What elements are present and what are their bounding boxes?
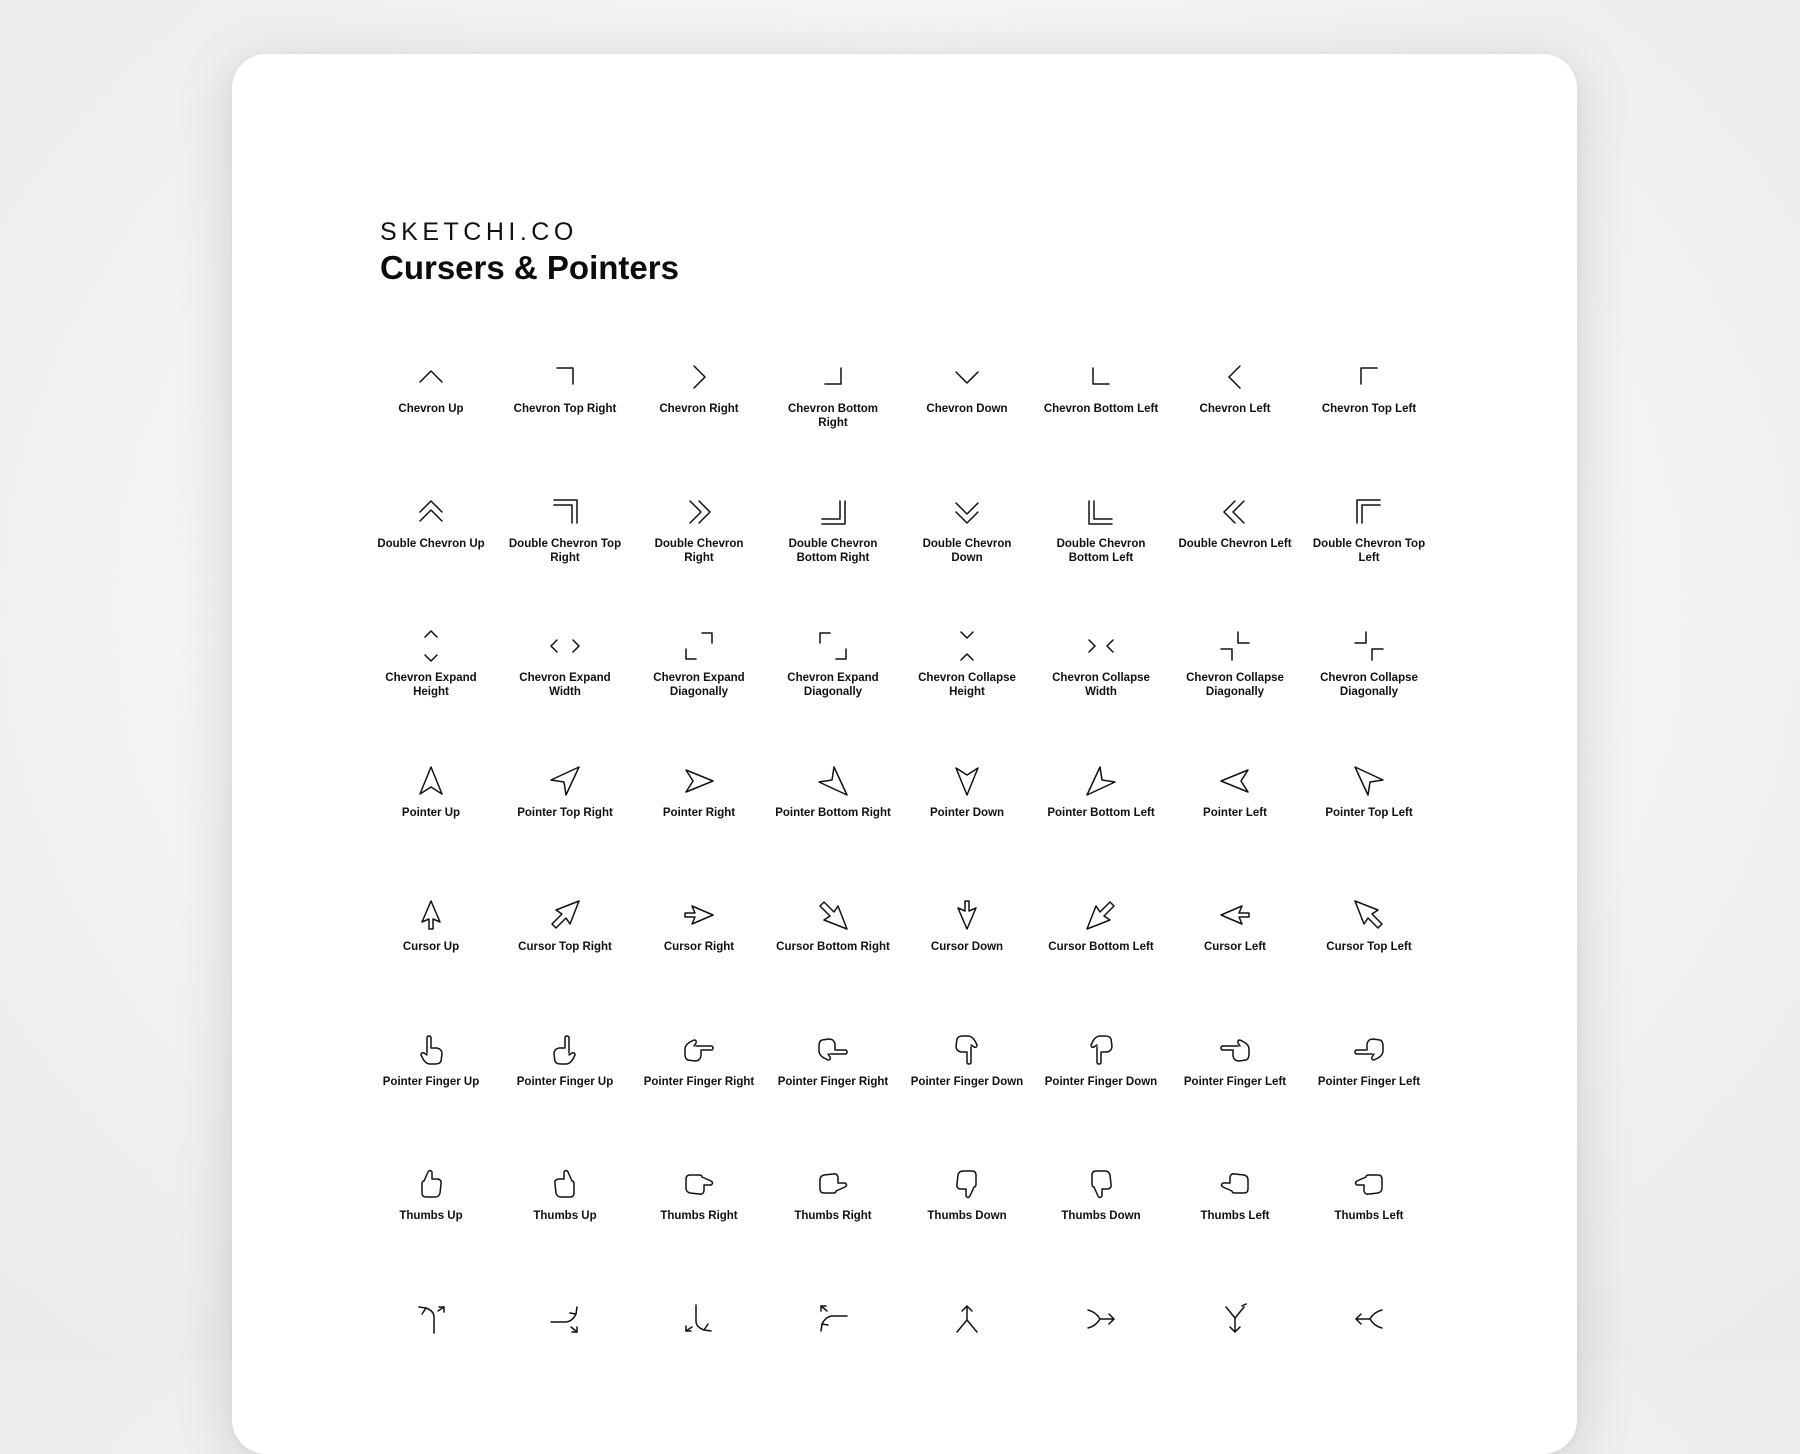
chevron-expand-width-icon — [548, 629, 582, 663]
icon-tile — [1034, 1165, 1168, 1300]
icon-tile — [1168, 762, 1302, 897]
icon-tile — [364, 762, 498, 897]
thumbs-left-icon — [1218, 1167, 1252, 1201]
icon-tile — [1168, 627, 1302, 762]
icon-tile — [1302, 896, 1436, 1031]
chevron-collapse-height-icon — [950, 629, 984, 663]
icon-label: Chevron Up — [398, 403, 464, 415]
icon-tile — [1302, 1300, 1436, 1435]
icon-label: Chevron Top Left — [1321, 403, 1417, 415]
icon-label: Pointer Finger Left — [1317, 1075, 1421, 1088]
icon-tile — [364, 627, 498, 762]
icon-label: Cursor Up — [402, 941, 460, 953]
icon-label: Chevron Expand Diagonally — [653, 672, 745, 698]
chevron-top-right-icon — [548, 360, 582, 394]
icon-label: Cursor Bottom Left — [1048, 941, 1154, 953]
icon-label: Thumbs Left — [1334, 1210, 1404, 1222]
icon-tile — [900, 493, 1034, 628]
double-chevron-up-icon — [414, 495, 448, 529]
pointer-right-icon — [682, 764, 716, 798]
split-arrow-right-icon — [548, 1302, 582, 1336]
icon-label: Chevron Collapse Height — [918, 672, 1016, 698]
icon-label: Cursor Top Left — [1326, 941, 1412, 953]
icon-label: Thumbs Up — [533, 1210, 597, 1222]
pointer-down-icon — [950, 764, 984, 798]
icon-tile — [632, 627, 766, 762]
icon-tile — [364, 1300, 498, 1435]
icon-tile — [1168, 1165, 1302, 1300]
pointer-finger-down-icon — [950, 1033, 984, 1067]
chevron-collapse-width-icon — [1084, 629, 1118, 663]
icon-label: Double Chevron Bottom Left — [1056, 537, 1146, 564]
icon-label: Pointer Finger Up — [382, 1075, 480, 1088]
double-chevron-right-icon — [682, 495, 716, 529]
icon-label: Cursor Down — [930, 941, 1004, 953]
double-chevron-bottom-right-icon — [816, 495, 850, 529]
thumbs-down-icon — [950, 1167, 984, 1201]
split-arrow-up-icon — [414, 1302, 448, 1336]
pointer-finger-right-alt-icon — [816, 1033, 850, 1067]
icon-tile — [1302, 1031, 1436, 1166]
split-arrow-down-icon — [682, 1302, 716, 1336]
cursor-down-icon — [950, 898, 984, 932]
icon-label: Double Chevron Top Right — [508, 537, 622, 564]
icon-label: Double Chevron Right — [654, 537, 744, 564]
icon-tile — [364, 1165, 498, 1300]
chevron-expand-height-icon — [414, 629, 448, 663]
icon-label: Thumbs Right — [794, 1210, 872, 1222]
icon-label: Pointer Up — [401, 806, 461, 819]
cursor-bottom-left-icon — [1084, 898, 1118, 932]
icon-tile — [364, 896, 498, 1031]
chevron-collapse-diagonally-icon — [1218, 629, 1252, 663]
icon-tile — [900, 762, 1034, 897]
merge-arrow-up-icon — [950, 1302, 984, 1336]
icon-tile — [900, 896, 1034, 1031]
icon-tile — [498, 627, 632, 762]
icon-tile — [632, 358, 766, 493]
chevron-collapse-diagonally-alt-icon — [1352, 629, 1386, 663]
chevron-down-icon — [950, 360, 984, 394]
pointer-bottom-right-icon — [816, 764, 850, 798]
icon-tile — [498, 762, 632, 897]
icon-label: Chevron Bottom Left — [1043, 403, 1159, 415]
icon-tile — [1302, 762, 1436, 897]
icon-label: Cursor Right — [663, 941, 735, 953]
chevron-bottom-right-icon — [816, 360, 850, 394]
double-chevron-down-icon — [950, 495, 984, 529]
icon-tile — [1034, 1300, 1168, 1435]
icon-tile — [1168, 1300, 1302, 1435]
icon-tile — [766, 896, 900, 1031]
icon-tile — [766, 1300, 900, 1435]
double-chevron-top-right-icon — [548, 495, 582, 529]
icon-tile — [1168, 358, 1302, 493]
pointer-finger-right-icon — [682, 1033, 716, 1067]
pointer-finger-left-alt-icon — [1352, 1033, 1386, 1067]
icon-tile — [1034, 762, 1168, 897]
thumbs-right-alt-icon — [816, 1167, 850, 1201]
icon-tile — [498, 493, 632, 628]
icon-tile — [766, 627, 900, 762]
sheet-card — [232, 54, 1577, 1454]
icon-tile — [498, 1300, 632, 1435]
pointer-finger-up-icon — [414, 1033, 448, 1067]
icon-label: Thumbs Right — [660, 1210, 738, 1222]
icon-label: Double Chevron Left — [1178, 537, 1292, 550]
icon-label: Chevron Right — [659, 403, 739, 415]
pointer-finger-left-icon — [1218, 1033, 1252, 1067]
thumbs-left-alt-icon — [1352, 1167, 1386, 1201]
icon-tile — [900, 1300, 1034, 1435]
chevron-bottom-left-icon — [1084, 360, 1118, 394]
icon-tile — [900, 358, 1034, 493]
icon-label: Double Chevron Up — [377, 537, 485, 550]
icon-label: Chevron Down — [926, 403, 1008, 415]
icon-label: Thumbs Up — [399, 1210, 463, 1222]
icon-tile — [632, 1300, 766, 1435]
chevron-up-icon — [414, 360, 448, 394]
icon-tile — [632, 493, 766, 628]
icon-tile — [1302, 627, 1436, 762]
icon-label: Thumbs Down — [927, 1210, 1007, 1222]
icon-tile — [1034, 896, 1168, 1031]
icon-tile — [1302, 358, 1436, 493]
chevron-expand-diagonally-alt-icon — [816, 629, 850, 663]
icon-label: Chevron Left — [1199, 403, 1271, 415]
icon-label: Pointer Right — [662, 806, 736, 819]
icon-label: Cursor Top Right — [518, 941, 612, 953]
cursor-top-right-icon — [548, 898, 582, 932]
icon-tile — [766, 1165, 900, 1300]
icon-label: Cursor Left — [1204, 941, 1266, 953]
double-chevron-bottom-left-icon — [1084, 495, 1118, 529]
icon-label: Chevron Collapse Width — [1052, 672, 1150, 698]
icon-label: Thumbs Left — [1200, 1210, 1270, 1222]
pointer-finger-up-alt-icon — [548, 1033, 582, 1067]
cursor-right-icon — [682, 898, 716, 932]
icon-tile — [766, 358, 900, 493]
pointer-top-right-icon — [548, 764, 582, 798]
icon-tile — [1168, 896, 1302, 1031]
thumbs-down-alt-icon — [1084, 1167, 1118, 1201]
icon-label: Cursor Bottom Right — [776, 941, 890, 953]
icon-tile — [498, 358, 632, 493]
pointer-up-icon — [414, 764, 448, 798]
pointer-top-left-icon — [1352, 764, 1386, 798]
icon-tile — [900, 1031, 1034, 1166]
icon-label: Pointer Top Left — [1325, 806, 1413, 819]
icon-tile — [364, 493, 498, 628]
thumbs-up-alt-icon — [548, 1167, 582, 1201]
icon-tile — [1034, 1031, 1168, 1166]
icon-tile — [766, 1031, 900, 1166]
icon-label: Chevron Collapse Diagonally — [1320, 672, 1418, 698]
brand-name: SKETCHI.CO — [380, 218, 578, 246]
chevron-top-left-icon — [1352, 360, 1386, 394]
icon-label: Pointer Finger Up — [516, 1075, 614, 1088]
icon-grid — [364, 358, 1436, 1434]
icon-tile — [900, 627, 1034, 762]
icon-tile — [1302, 1165, 1436, 1300]
cursor-bottom-right-icon — [816, 898, 850, 932]
icon-tile — [900, 1165, 1034, 1300]
page-title: Cursers & Pointers — [380, 249, 679, 286]
icon-label: Pointer Left — [1203, 806, 1267, 819]
icon-tile — [766, 493, 900, 628]
icon-tile — [632, 896, 766, 1031]
icon-label: Chevron Expand Diagonally — [787, 672, 879, 698]
double-chevron-left-icon — [1218, 495, 1252, 529]
icon-tile — [1034, 358, 1168, 493]
icon-tile — [364, 358, 498, 493]
icon-label: Thumbs Down — [1061, 1210, 1141, 1222]
pointer-bottom-left-icon — [1084, 764, 1118, 798]
icon-label: Pointer Down — [929, 806, 1005, 819]
icon-label: Pointer Finger Down — [910, 1075, 1024, 1088]
icon-label: Pointer Finger Right — [643, 1075, 755, 1088]
icon-label: Pointer Bottom Left — [1047, 806, 1155, 819]
chevron-right-icon — [682, 360, 716, 394]
icon-label: Chevron Expand Height — [385, 672, 477, 698]
icon-tile — [632, 1165, 766, 1300]
icon-label: Double Chevron Top Left — [1312, 537, 1426, 564]
icon-label: Double Chevron Down — [922, 537, 1012, 564]
icon-label: Pointer Top Right — [517, 806, 613, 819]
icon-tile — [1168, 493, 1302, 628]
merge-arrow-right-icon — [1084, 1302, 1118, 1336]
icon-label: Chevron Bottom Right — [787, 403, 879, 429]
cursor-left-icon — [1218, 898, 1252, 932]
icon-tile — [498, 1031, 632, 1166]
double-chevron-top-left-icon — [1352, 495, 1386, 529]
thumbs-right-icon — [682, 1167, 716, 1201]
icon-tile — [1302, 493, 1436, 628]
icon-label: Pointer Finger Right — [777, 1075, 889, 1088]
icon-tile — [498, 1165, 632, 1300]
thumbs-up-icon — [414, 1167, 448, 1201]
icon-label: Chevron Expand Width — [519, 672, 611, 698]
merge-arrow-left-icon — [1352, 1302, 1386, 1336]
icon-tile — [364, 1031, 498, 1166]
icon-tile — [498, 896, 632, 1031]
icon-tile — [632, 1031, 766, 1166]
cursor-up-icon — [414, 898, 448, 932]
icon-tile — [1034, 493, 1168, 628]
icon-tile — [1168, 1031, 1302, 1166]
icon-label: Pointer Finger Left — [1183, 1075, 1287, 1088]
pointer-finger-down-alt-icon — [1084, 1033, 1118, 1067]
chevron-expand-diagonally-icon — [682, 629, 716, 663]
icon-tile — [632, 762, 766, 897]
pointer-left-icon — [1218, 764, 1252, 798]
icon-label: Chevron Collapse Diagonally — [1186, 672, 1284, 698]
icon-tile — [1034, 627, 1168, 762]
icon-label: Pointer Bottom Right — [775, 806, 891, 819]
icon-tile — [766, 762, 900, 897]
merge-arrow-down-icon — [1218, 1302, 1252, 1336]
icon-label: Chevron Top Right — [513, 403, 617, 415]
chevron-left-icon — [1218, 360, 1252, 394]
split-arrow-left-icon — [816, 1302, 850, 1336]
icon-label: Pointer Finger Down — [1044, 1075, 1158, 1088]
cursor-top-left-icon — [1352, 898, 1386, 932]
icon-label: Double Chevron Bottom Right — [788, 537, 878, 564]
